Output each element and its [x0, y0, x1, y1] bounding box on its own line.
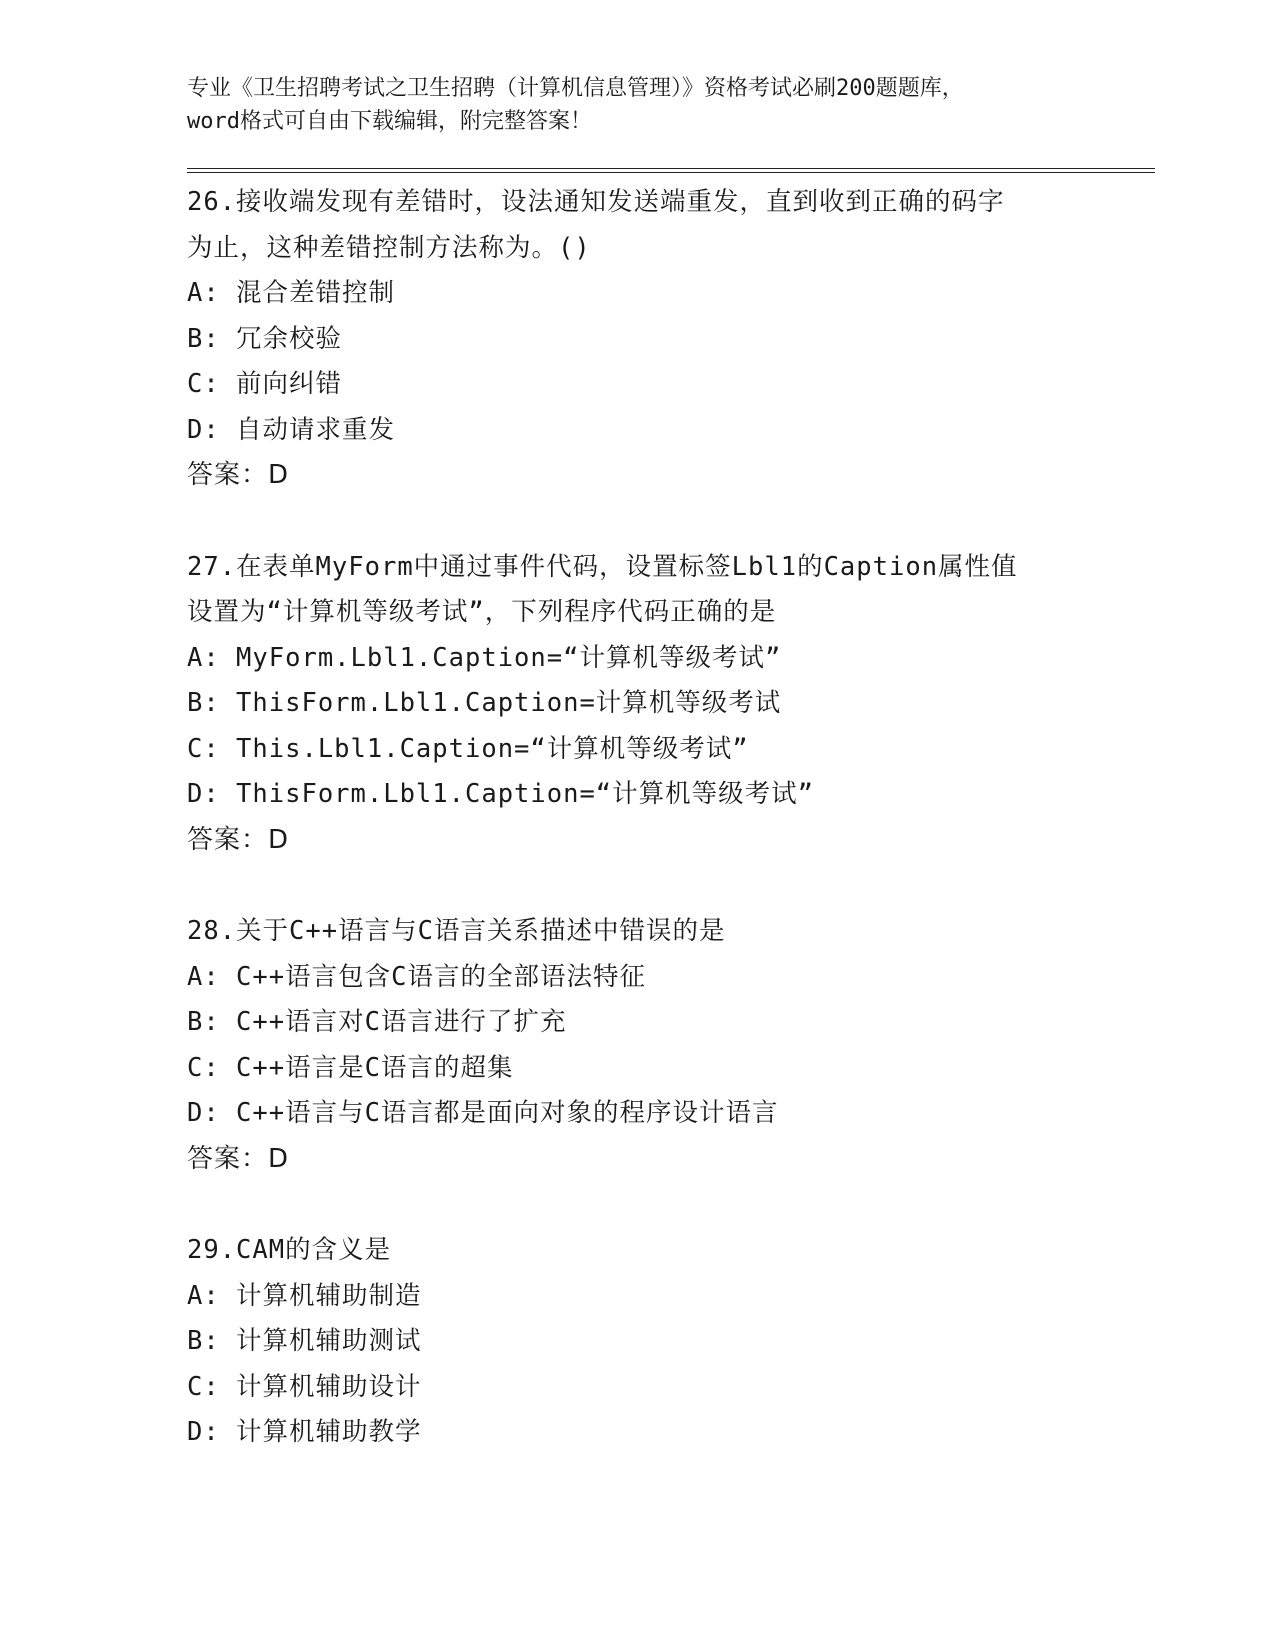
header-title-line-1: 专业《卫生招聘考试之卫生招聘（计算机信息管理）》资格考试必刷200题题库， — [187, 76, 964, 101]
option-a: A: 计算机辅助制造 — [187, 1280, 422, 1311]
answer-line: 答案：D — [187, 824, 290, 855]
question-28 — [187, 909, 1155, 1182]
option-a: A: 混合差错控制 — [187, 278, 396, 308]
question-stem: 28.关于C++语言与C语言关系描述中错误的是 — [187, 916, 726, 946]
option-d: D: ThisForm.Lbl1.Caption=“计算机等级考试” — [187, 779, 815, 809]
option-a: A: C++语言包含C语言的全部语法特征 — [187, 961, 646, 992]
question-stem: 29.CAM的含义是 — [187, 1235, 392, 1265]
option-b: B: 计算机辅助测试 — [187, 1326, 422, 1356]
option-b: B: ThisForm.Lbl1.Caption=计算机等级考试 — [187, 688, 782, 718]
option-d: D: C++语言与C语言都是面向对象的程序设计语言 — [187, 1098, 779, 1128]
question-stem: 26.接收端发现有差错时，设法通知发送端重发，直到收到正确的码字 — [187, 187, 1005, 217]
option-c: C: 前向纠错 — [187, 369, 343, 399]
question-27 — [187, 545, 1155, 864]
answer-line: 答案：D — [187, 460, 290, 490]
option-b: B: C++语言对C语言进行了扩充 — [187, 1007, 567, 1037]
option-d: D: 自动请求重发 — [187, 414, 396, 445]
question-stem: 为止，这种差错控制方法称为。() — [187, 232, 591, 263]
header-divider-bottom — [187, 172, 1155, 173]
question-26 — [187, 180, 1155, 499]
option-d: D: 计算机辅助教学 — [187, 1417, 422, 1447]
answer-line: 答案：D — [187, 1143, 290, 1174]
option-c: C: 计算机辅助设计 — [187, 1371, 422, 1402]
document-page — [187, 72, 1155, 1456]
question-stem: 设置为“计算机等级考试”，下列程序代码正确的是 — [187, 597, 777, 627]
header-title-line-2: word格式可自由下载编辑，附完整答案！ — [187, 109, 592, 134]
option-c: C: This.Lbl1.Caption=“计算机等级考试” — [187, 733, 749, 764]
question-stem: 27.在表单MyForm中通过事件代码，设置标签Lbl1的Caption属性值 — [187, 551, 1018, 582]
question-29 — [187, 1228, 1155, 1456]
option-c: C: C++语言是C语言的超集 — [187, 1052, 514, 1083]
option-b: B: 冗余校验 — [187, 323, 343, 354]
header-divider-top — [187, 168, 1155, 169]
option-a: A: MyForm.Lbl1.Caption=“计算机等级考试” — [187, 642, 782, 673]
